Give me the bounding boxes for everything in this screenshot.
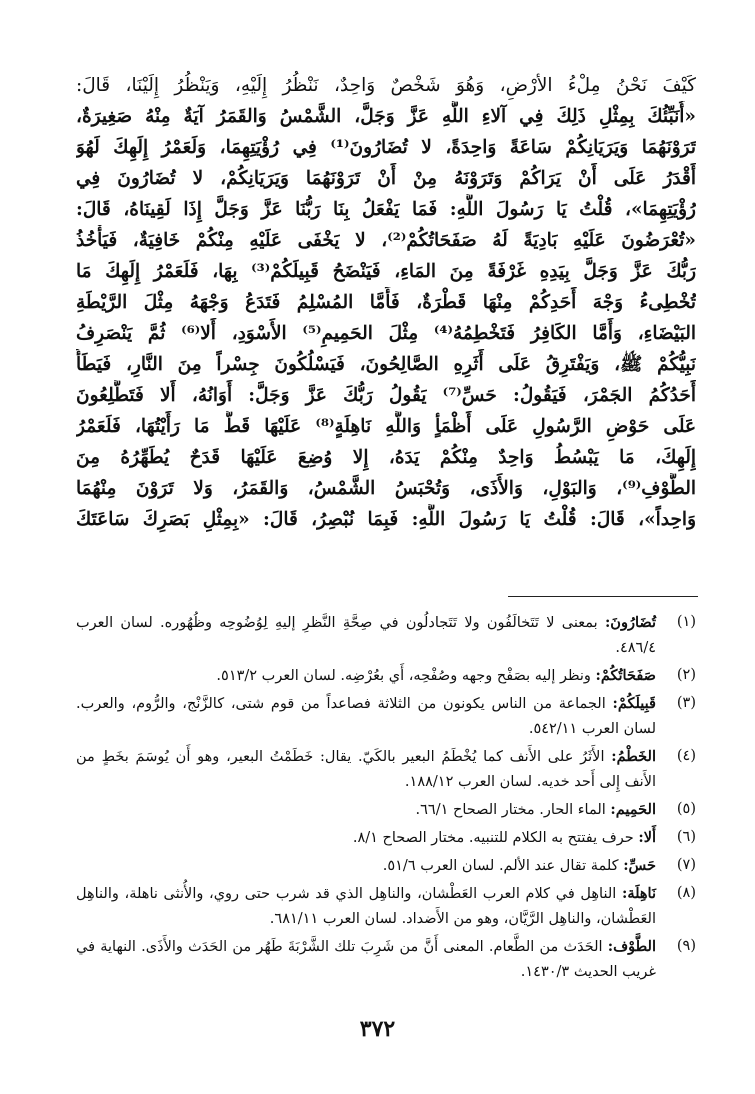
footnote-text: ونظر إليه بصَفْح وجهه وصُفْحِه، أَي بعُرْضِه. لسان العرب ٥١٣/٢.: [216, 668, 596, 684]
footnote-number: (٤): [676, 748, 696, 764]
footnote-text: الجماعة من الناس يكونون من الثلاثة فصاعداً من قوم شتى، كالزَّنْج، والرُّوم، والعرب. لسان العرب ٥٤٢/١١.: [76, 696, 656, 737]
footnote-8: [76, 881, 696, 932]
footnote-body: [76, 610, 656, 661]
footnote-body: [76, 853, 656, 879]
footnote-2: [76, 663, 696, 689]
text-line: عَلَى حَوْضِ الرَّسُولِ عَلَى أَظْمَأٍ وَاللَّهِ نَاهِلَةٍ⁽⁸⁾ عَلَيْهَا قَطُّ مَا رَأَيْتُهَا، فَلَعَمْرُ: [76, 416, 696, 437]
footnote-number: (٧): [676, 857, 696, 873]
footnote-body: [76, 691, 656, 742]
footnote-number: (٦): [676, 829, 696, 845]
footnote-term: قَبِيلَكُمْ:: [612, 695, 656, 712]
footnote-text: الأَثَرُ على الأَنف كما يُخْطَمُ البعير بالكَيّ. يقال: خَطَمْتُ البعير، وهو أَن يُوسَمَ بخَطٍ من الأَنف إِلى أَحد خديه. لسان العرب ١٨٨/١٢.: [76, 749, 656, 790]
text-line: كَيْفَ نَحْنُ مِلْءُ الأرْضِ، وَهُوَ شَخْصٌ وَاحِدٌ، نَنْظُرُ إِلَيْهِ، وَيَنْظُرُ إِلَيْنَا، قَالَ:: [76, 75, 696, 96]
text-line: «تُعْرَضُونَ عَلَيْهِ بَادِيَةً لَهُ صَفَحَاتُكُمْ⁽²⁾، لا يَخْفَى عَلَيْهِ مِنْكُمْ خَافِيَةٌ، فَيَأْخُذُ: [76, 230, 696, 251]
footnote-term: الحَمِيم:: [610, 801, 656, 818]
text-line: البَيْضَاءِ، وَأَمَّا الكَافِرُ فَتَخْطِمُهُ⁽⁴⁾ مِثْلَ الحَمِيمِ⁽⁵⁾ الأَسْوَدِ، أَلا⁽⁶⁾ ثُمَّ يَنْصَرِفُ: [76, 323, 696, 344]
footnote-divider: [508, 596, 698, 597]
footnote-9: [76, 934, 696, 985]
footnote-body: [76, 663, 656, 689]
text-line: إِلَهِكَ، مَا يَبْسُطُ وَاحِدٌ مِنْكُمْ يَدَهُ، إِلا وُضِعَ عَلَيْهَا قَدَحٌ يُطَهِّرُهُ مِنَ: [76, 447, 696, 468]
main-text: [76, 70, 696, 535]
footnote-term: الطَّوْف:: [607, 938, 656, 955]
footnote-body: [76, 825, 656, 851]
text-line: الطَّوْفِ⁽⁹⁾، وَالبَوْلِ، وَالأَذَى، وَتُحْبَسُ الشَّمْسُ، وَالقَمَرُ، وَلا تَرَوْنَ مِنْهُمَا: [76, 478, 696, 499]
footnote-body: [76, 744, 656, 795]
footnote-number: (٨): [676, 885, 696, 901]
text-line: وَاحِداً»، قَالَ: قُلْتُ يَا رَسُولَ اللَّهِ: فَبِمَا نُبْصِرُ، قَالَ: «بِمِثْلِ بَصَرِكَ سَاعَتَكَ: [76, 509, 696, 530]
footnote-number: (٢): [676, 667, 696, 683]
text-line: أَقْدَرُ عَلَى أَنْ يَرَاكُمْ وَتَرَوْنَهُ مِنْ أَنْ تَرَوْنَهُمَا وَيَرَيَانِكُمْ، لا تُضَارُونَ فِي: [76, 168, 696, 189]
footnote-body: [76, 934, 656, 985]
page-number: ٣٧٢: [359, 1016, 396, 1042]
footnote-number: (٩): [676, 938, 696, 954]
text-line: أَحَدُكُمُ الجَمْرَ، فَيَقُولُ: حَسِّ⁽⁷⁾ يَقُولُ رَبُّكَ عَزَّ وَجَلَّ: أَوَانُهُ، أَلا فَتَطَّلِعُونَ: [76, 385, 696, 406]
footnote-body: [76, 881, 656, 932]
footnote-term: صَفَحَاتُكُمْ:: [595, 667, 656, 684]
text-line: رُؤْيَتِهِمَا»، قُلْتُ يَا رَسُولَ اللَّهِ: فَمَا يَفْعَلُ بِنَا رَبُّنَا عَزَّ وَجَلَّ إِذَا لَقِينَاهُ، قَالَ:: [76, 199, 696, 220]
text-line: نَبِيُّكُمْ ﷺ، وَيَفْتَرِقُ عَلَى أَثَرِهِ الصَّالِحُونَ، فَيَسْلُكُونَ جِسْراً مِنَ النَّارِ، فَيَطَأُ: [76, 354, 696, 375]
footnote-number: (٥): [676, 801, 696, 817]
text-line: «أُنَبِّئُكَ بِمِثْلِ ذَلِكَ فِي آلاءِ اللَّهِ عَزَّ وَجَلَّ، الشَّمْسُ وَالقَمَرُ آيَةٌ مِنْهُ صَغِيرَةٌ،: [76, 106, 696, 127]
footnote-text: الناهِل في كلام العرب العَطْشان، والناهِل الذي قد شرب حتى روي، والأُنثى ناهلة، والناهِل العَطْشان، والناهِل الرَّيَّان، وهو من الأَضداد. لسان العرب ٦٨١/١١.: [76, 886, 656, 927]
footnote-4: [76, 744, 696, 795]
footnote-5: [76, 797, 696, 823]
footnote-7: [76, 853, 696, 879]
text-line: تُخْطِىءُ وَجْهَ أَحَدِكُمْ مِنْهَا قَطْرَةٌ، فَأَمَّا المُسْلِمُ فَتَدَعُ وَجْهَهُ مِثْلَ الرَّيْطَةِ: [76, 292, 696, 313]
footnote-1: [76, 610, 696, 661]
text-line: تَرَوْنَهُمَا وَيَرَيَانِكُمْ سَاعَةً وَاحِدَةً، لا تُضَارُونَ⁽¹⁾ فِي رُؤْيَتِهِمَا، وَلَعَمْرُ إِلَهِكَ لَهُوَ: [76, 137, 696, 158]
footnote-number: (١): [676, 614, 696, 630]
footnote-term: حَسِّ:: [623, 857, 656, 874]
footnote-3: [76, 691, 696, 742]
footnote-body: [76, 797, 656, 823]
footnote-text: كلمة تقال عند الألم. لسان العرب ٥١/٦.: [382, 858, 624, 874]
footnote-number: (٣): [676, 695, 696, 711]
footnote-term: الخَطْمُ:: [611, 748, 656, 765]
footnote-text: الماء الحار. مختار الصحاح ٦٦/١.: [415, 802, 611, 818]
footnotes: [76, 610, 696, 987]
footnote-text: الحَدَث من الطَّعام. المعنى أَنَّ من شَرِبَ تلك الشَّرْبَةَ طَهُر من الحَدَث والأَذَى. النهاية في غريب الحديث ١٤٣٠/٣.: [76, 939, 656, 980]
text-line: رَبُّكَ عَزَّ وَجَلَّ بِيَدِهِ غَرْفَةً مِنَ المَاءِ، فَيَنْضَحُ قَبِيلَكُمْ⁽³⁾ بِهَا، فَلَعَمْرُ إِلَهِكَ مَا: [76, 261, 696, 282]
footnote-term: تُضَارُونَ:: [604, 614, 656, 631]
footnote-6: [76, 825, 696, 851]
footnote-text: حرف يفتتح به الكلام للتنبيه. مختار الصحاح ٨/١.: [352, 830, 639, 846]
footnote-term: نَاهِلَة:: [621, 885, 656, 902]
footnote-term: أَلا:: [638, 829, 656, 846]
footnote-text: بمعنى لا تَتَخالَفُون ولا تَتَجادلُون في صِحَّةِ النَّظرِ إليهِ لِوُضُوحِه وظُهُوره. لسان العرب ٤٨٦/٤.: [76, 615, 656, 656]
